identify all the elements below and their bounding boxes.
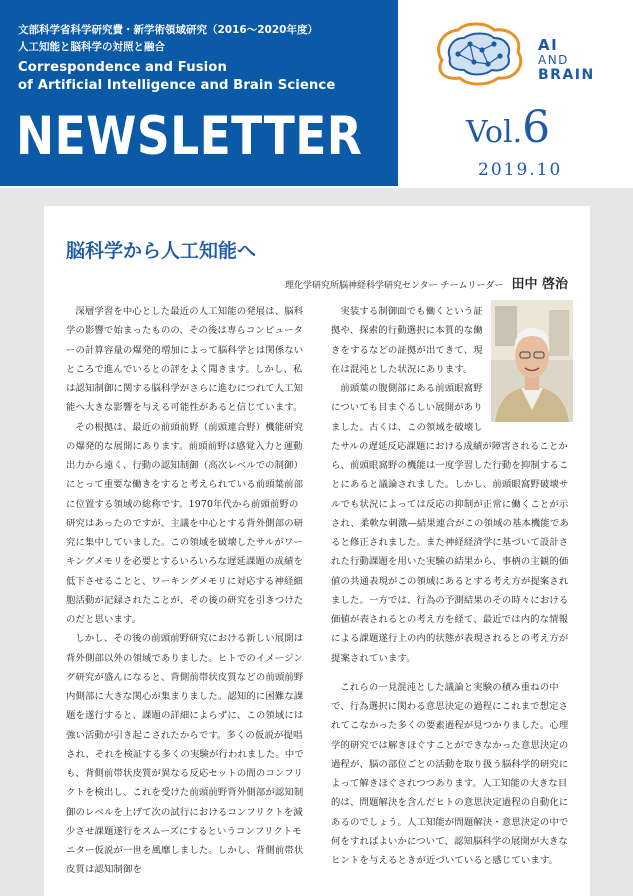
author-line bbox=[285, 273, 568, 292]
issue-date: 2019.10 bbox=[478, 160, 563, 180]
author-affiliation: 理化学研究所脳神経科学研究センター チームリーダー bbox=[284, 281, 504, 291]
paragraph: その根拠は、最近の前頭前野（前頭連合野）機能研究の爆発的な展開にあります。前頭前野は感覚入力と運動出力から遠く、行動の認知制御（高次レベルでの制御）にとって重要な働きをすると考えられている前頭葉前部に位置する領域の総称です。1970年代から前頭前野の研究はあったのですが、主議を中心とする背外側部の研究に集中していました。この領域を破壊したサルがワーキングメモリを必要とするいろいろな遅延課題の成績を低下させることと、ワーキングメモリに対応する神経細胞活動が記録されたことが、その後の研究を引きつけたのだと思います。 bbox=[66, 421, 304, 625]
volume-number bbox=[466, 102, 550, 153]
header-blue-panel bbox=[0, 0, 398, 186]
paragraph: これらの一見混沌とした議論と実験の積み重ねの中で、行為選択に関わる意思決定の過程にこれまで想定されてこなかった多くの要素過程が見つかりました。心理学的研究では解きほぐすことができなかった意思決定の過程が、脳の部位ごとの活動を取り扱う脳科学的研究によって解きほぐされつつあります。人工知能の大きな目的は、問題解決を含んだヒトの意思決定過程の自動化にあるのでしょう。人工知能が問題解決・意思決定の中で何をすればよいかについて、認知脳科学の展開が大きなヒントを与えるときが近づいていると感じています。 bbox=[331, 681, 569, 866]
author-portrait-photo-icon bbox=[491, 300, 573, 422]
project-title-jp: 文部科学省科学研究費・新学術領域研究（2016～2020年度） bbox=[18, 24, 318, 36]
author-name: 田中 啓治 bbox=[511, 277, 568, 292]
article-page bbox=[44, 206, 590, 896]
article-title: 脳科学から人工知能へ bbox=[66, 240, 257, 262]
article-column-left bbox=[66, 302, 306, 880]
english-title-line2: of Artificial Intelligence and Brain Science bbox=[18, 78, 336, 93]
logo-text-ai: AI bbox=[538, 36, 559, 54]
paragraph: しかし、その後の前頭前野研究における新しい展開は背外側部以外の領域でありました。ヒトでのイメージング研究が盛んになると、背側前帯状皮質などの前頭前野内側部に大きな関心が集まりました。認知的に困難な課題を遂行すると、課題の詳細によらずに、この領域には強い活動が引き起こされたからです。多くの仮説が提唱され、それを検証する多くの実験が行われました。中でも、背側前帯状皮質が異なる反応セットの間のコンフリクトを検出し、これを受けた前頭前野背外側部が認知制御のレベルを上げて次の試行におけるコンフリクトを減少させ課題遂行をスムーズにするというコンフリクトモニター仮説が一世を風靡しました。しかし、背側前帯状皮質は認知制御を bbox=[66, 633, 304, 876]
paragraph: 前頭葉の腹側部にある前頭眼窩野についても目まぐるしい展開がありました。古くは、この領域を破壊したサルの遅延反応課題における成績が障害されることから、前頭眼窩野の機能は一度学習した行動を抑制することにあると議論されました。しかし、前頭眼窩野破壊サルでも状況によっては反応の抑制が正常に働くことが示され、柔軟な刺激—結果連合がこの領域の基本機能であると修正されました。また神経経済学に基づいて設計された行動課題を用いた実験の結果から、事柄の主観的価値の共通表現がこの領域にあるとする考え方が提案されました。一方では、行為の予測結果のその時々における価値が表されるとの考え方を経て、最近では内的な情報による課題遂行上の内的状態が表現されるとの考え方が提案されています。 bbox=[331, 383, 569, 664]
logo-text-brain: BRAIN bbox=[538, 67, 595, 83]
newsletter-title: NEWSLETTER bbox=[16, 106, 363, 167]
paragraph: 実装する制御面でも働くという証拠や、探索的行動選択に本質的な働きをするなどの証拠が出てきて、現在は混沌とした状況にあります。 bbox=[331, 306, 483, 375]
paragraph: 深層学習を中心とした最近の人工知能の発展は、脳科学の影響で始まったものの、その後は専らコンピューターの計算容量の爆発的増加によって脳科学とは関係ないところで進んでいるとの評をよく聞きます。しかし、私は認知制御に関する脳科学がさらに進むにつれて人工知能へ大きな影響を与える可能性があると信じています。 bbox=[66, 306, 304, 414]
english-title-line1: Correspondence and Fusion bbox=[18, 60, 227, 75]
project-subtitle-jp: 人工知能と脳科学の対照と融合 bbox=[18, 41, 165, 53]
volume-label: Vol. bbox=[466, 115, 523, 150]
volume-value: 6 bbox=[522, 102, 551, 153]
logo-text-and: AND bbox=[538, 53, 569, 67]
article-column-right bbox=[331, 302, 569, 870]
